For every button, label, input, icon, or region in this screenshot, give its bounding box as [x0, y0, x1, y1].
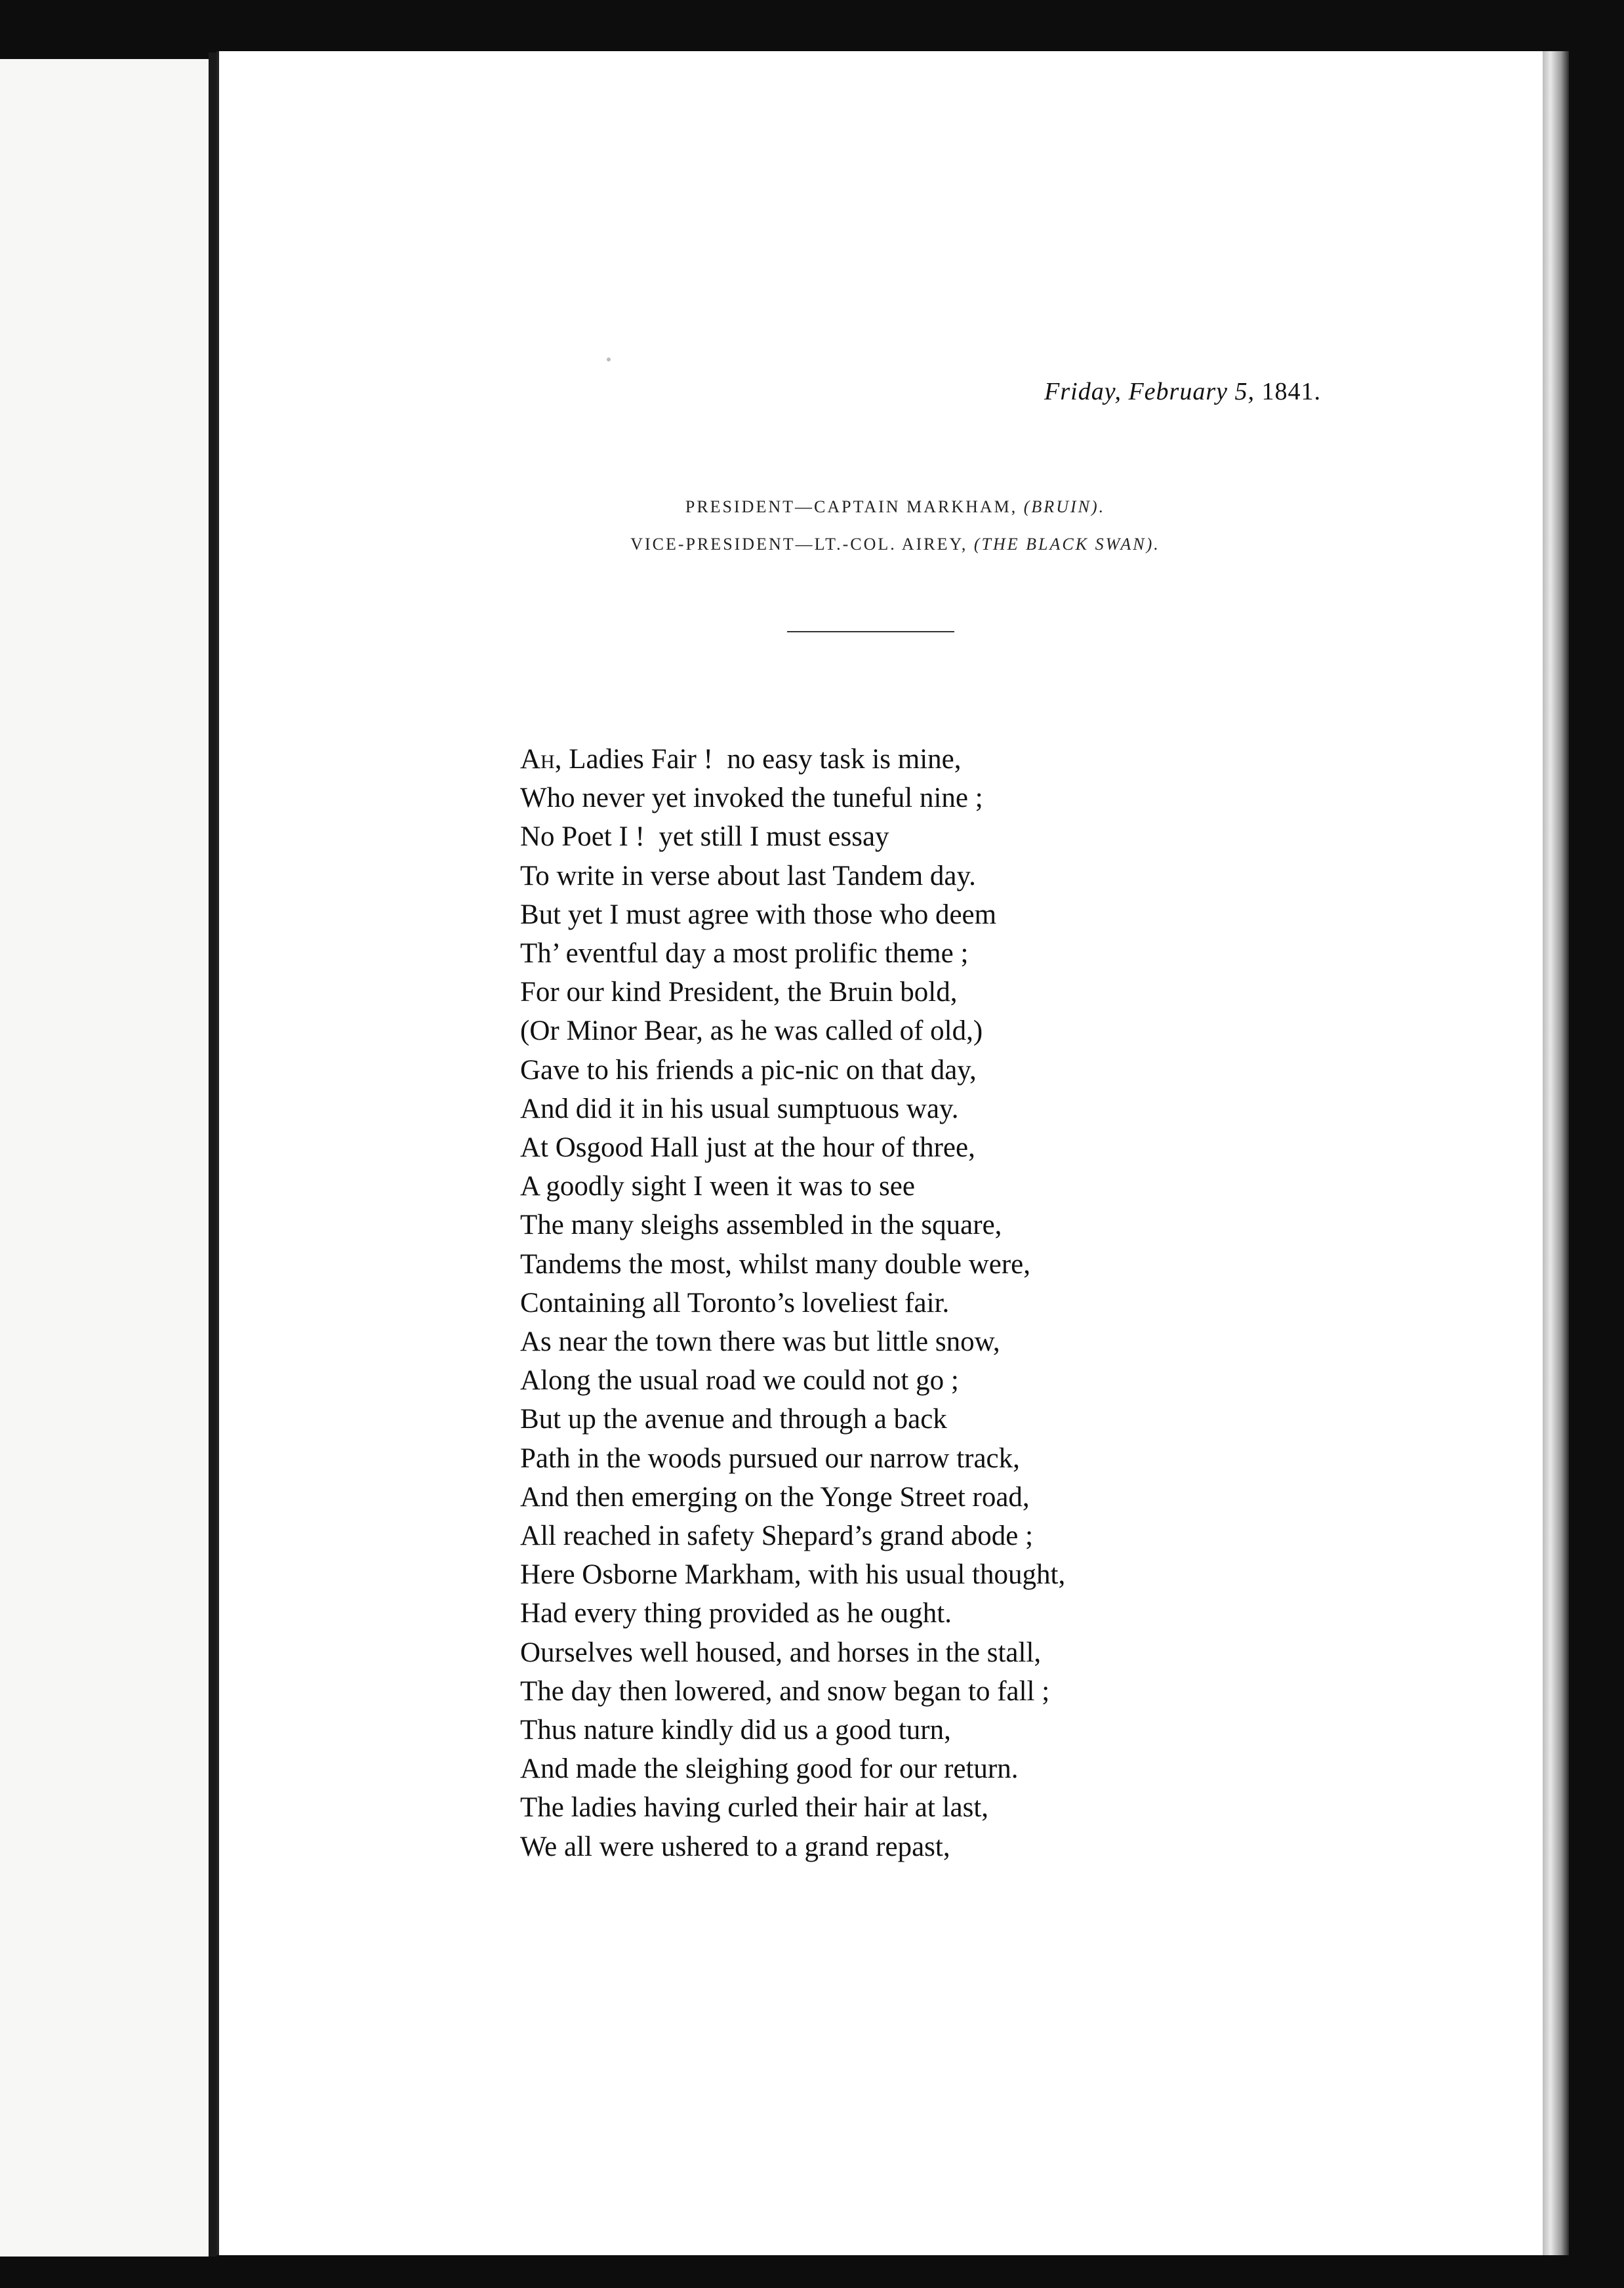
poem-line: Tandems the most, whilst many double were,: [520, 1248, 1031, 1280]
poem-line: Containing all Toronto’s loveliest fair.: [520, 1287, 950, 1318]
poem-line: Ourselves well housed, and horses in the stall,: [520, 1637, 1042, 1668]
president-title: PRESIDENT—CAPTAIN MARKHAM,: [685, 497, 1018, 516]
poem-line: (Or Minor Bear, as he was called of old,): [520, 1015, 983, 1047]
vice-president-nickname: (THE BLACK SWAN).: [973, 535, 1160, 554]
poem-line: The ladies having curled their hair at last,: [520, 1792, 989, 1824]
poem-line: Here Osborne Markham, with his usual thought,: [520, 1559, 1066, 1591]
poem-line: A goodly sight I ween it was to see: [520, 1171, 915, 1202]
section-divider: [787, 631, 954, 632]
poem-first-line-rest: Ladies Fair ! no easy task is mine,: [561, 744, 962, 775]
poem-line: Th’ eventful day a most prolific theme ;: [520, 938, 969, 970]
poem-line: And then emerging on the Yonge Street road,: [520, 1481, 1030, 1513]
date-month: February 5,: [1128, 378, 1255, 405]
poem-line: The day then lowered, and snow began to fall ;: [520, 1675, 1050, 1707]
poem-line: The many sleighs assembled in the square,: [520, 1210, 1002, 1241]
poem-line: But up the avenue and through a back: [520, 1404, 947, 1435]
page-edge: [1543, 51, 1569, 2255]
poem-line: For our kind President, the Bruin bold,: [520, 977, 958, 1008]
poem-line: Thus nature kindly did us a good turn,: [520, 1715, 951, 1746]
poem: [520, 740, 1065, 1866]
poem-line: Path in the woods pursued our narrow track,: [520, 1442, 1020, 1474]
vice-president-line: [492, 535, 1299, 554]
date-day: Friday,: [1044, 378, 1122, 405]
book-gutter: [209, 52, 216, 2257]
poem-line: And did it in his usual sumptuous way.: [520, 1093, 959, 1124]
poem-line: To write in verse about last Tandem day.: [520, 860, 976, 891]
poem-line: All reached in safety Shepard’s grand abode ;: [520, 1521, 1034, 1552]
poem-first-word: Ah,: [520, 744, 562, 775]
vice-president-title: VICE-PRESIDENT—LT.-COL. AIREY,: [630, 535, 968, 554]
poem-line: At Osgood Hall just at the hour of three,: [520, 1132, 975, 1164]
date-line: [1044, 377, 1321, 406]
president-nickname: (BRUIN).: [1023, 497, 1106, 516]
paper-speck: [607, 358, 611, 361]
poem-line: [520, 740, 1065, 779]
poem-line: Gave to his friends a pic-nic on that day,: [520, 1054, 977, 1086]
poem-line: We all were ushered to a grand repast,: [520, 1831, 950, 1862]
poem-line: As near the town there was but little snow,: [520, 1326, 1000, 1358]
left-page: [0, 59, 210, 2257]
poem-line: No Poet I ! yet still I must essay: [520, 821, 889, 853]
date-year: 1841.: [1261, 378, 1321, 405]
poem-line: Had every thing provided as he ought.: [520, 1598, 952, 1629]
poem-line: But yet I must agree with those who deem: [520, 899, 997, 930]
poem-line: Along the usual road we could not go ;: [520, 1365, 959, 1397]
poem-line: Who never yet invoked the tuneful nine ;: [520, 783, 983, 814]
poem-line: And made the sleighing good for our return.: [520, 1753, 1019, 1785]
president-line: [492, 497, 1299, 517]
